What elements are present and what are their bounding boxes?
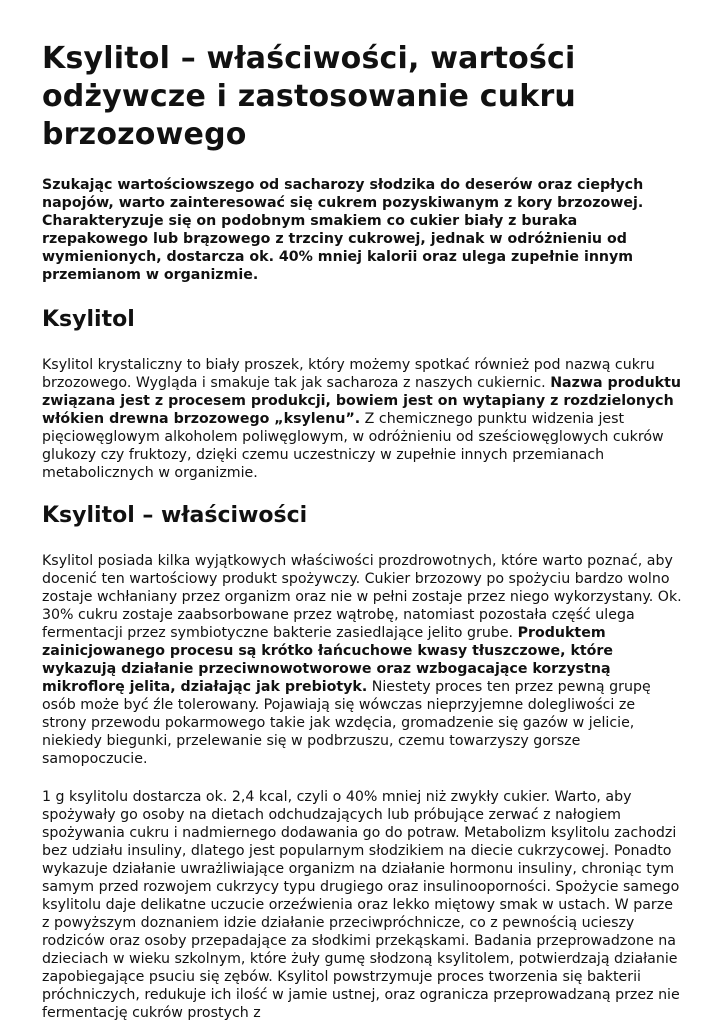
article-lead: Szukając wartościowszego od sacharozy słodzika do deserów oraz ciepłych napojów, warto zainteresować się cukrem pozyskiwanym z kory brzozowej. Charakteryzuje się on podobnym smakiem co cukier biały z buraka rzepakowego lub brązowego z trzciny cukrowej, jednak w odróżnieniu od wymienionych, dostarcza ok. 40% mniej kalorii oraz ulega zupełnie innym przemianom w organizmie. — [42, 177, 644, 283]
paragraph-bold-text: Produktem zainicjowanego procesu są krótko łańcuchowe kwasy tłuszczowe, które wykazują działanie przeciwnowotworowe oraz wzbogacające korzystną mikroflorę jelita, działając jak prebiotyk. — [42, 625, 614, 695]
paragraph-text: Ksylitol krystaliczny to biały proszek, który możemy spotkać również pod nazwą cukru brzozowego. Wygląda i smakuje tak jak sacharoza z naszych cukiernic. — [42, 357, 655, 391]
section-wlasciwosci-paragraph-1 — [42, 552, 684, 768]
article-title: Ksylitol – właściwości, wartości odżywcze i zastosowanie cukru brzozowego — [42, 41, 576, 152]
section-heading-ksylitol: Ksylitol — [42, 307, 135, 332]
section-ksylitol-paragraph — [42, 356, 684, 482]
paragraph-bold-text: Nazwa produktu związana jest z procesem produkcji, bowiem jest on wytapiany z rozdzielonych włókien drewna brzozowego „ksylenu”. — [42, 375, 681, 427]
section-wlasciwosci-paragraph-2: 1 g ksylitolu dostarcza ok. 2,4 kcal, czyli o 40% mniej niż zwykły cukier. Warto, aby spożywały go osoby na dietach odchudzających lub próbujące zerwać z nałogiem spożywania cukru i nadmiernego dodawania go do potraw. Metabolizm ksylitolu zachodzi bez udziału insuliny, dlatego jest popularnym słodzikiem na diecie cukrzycowej. Ponadto wykazuje działanie uwrażliwiające organizm na działanie hormonu insuliny, chroniąc tym samym przed rozwojem cukrzycy typu drugiego oraz insulinooporności. Spożycie samego ksylitolu daje delikatne uczucie orzeźwienia oraz lekko miętowy smak w ustach. W parze z powyższym doznaniem idzie działanie przeciwpróchnicze, co z pewnością ucieszy rodziców oraz osoby przepadające za słodkimi przekąskami. Badania przeprowadzone na dzieciach w wieku szkolnym, które żuły gumę słodzoną ksylitolem, potwierdzają działanie zapobiegające psuciu się zębów. Ksylitol powstrzymuje proces tworzenia się bakterii próchniczych, redukuje ich ilość w jamie ustnej, oraz ogranicza przeprowadzaną przez nie fermentację cukrów prostych z — [42, 789, 680, 1021]
paragraph-text: Ksylitol posiada kilka wyjątkowych właściwości prozdrowotnych, które warto poznać, aby docenić ten wartościowy produkt spożywczy. Cukier brzozowy po spożyciu bardzo wolno zostaje wchłaniany przez organizm oraz nie w pełni zostaje przez niego wykorzystany. Ok. 30% cukru zostaje zaabsorbowane przez wątrobę, natomiast pozostała część ulega fermentacji przez symbiotyczne bakterie zasiedlające jelito grube. — [42, 553, 682, 641]
paragraph-text: Niestety proces ten przez pewną grupę osób może być źle tolerowany. Pojawiają się wówczas nieprzyjemne dolegliwości ze strony przewodu pokarmowego takie jak wzdęcia, gromadzenie się gazów w jelicie, niekiedy biegunki, przelewanie się w podbrzuszu, czemu towarzyszy gorsze samopoczucie. — [42, 679, 651, 767]
paragraph-text: Z chemicznego punktu widzenia jest pięciowęglowym alkoholem poliwęglowym, w odróżnieniu od sześciowęglowych cukrów glukozy czy fruktozy, dzięki czemu uczestniczy w zupełnie innych przemianach metabolicznych w organizmie. — [42, 411, 664, 481]
section-heading-wlasciwosci: Ksylitol – właściwości — [42, 503, 308, 528]
